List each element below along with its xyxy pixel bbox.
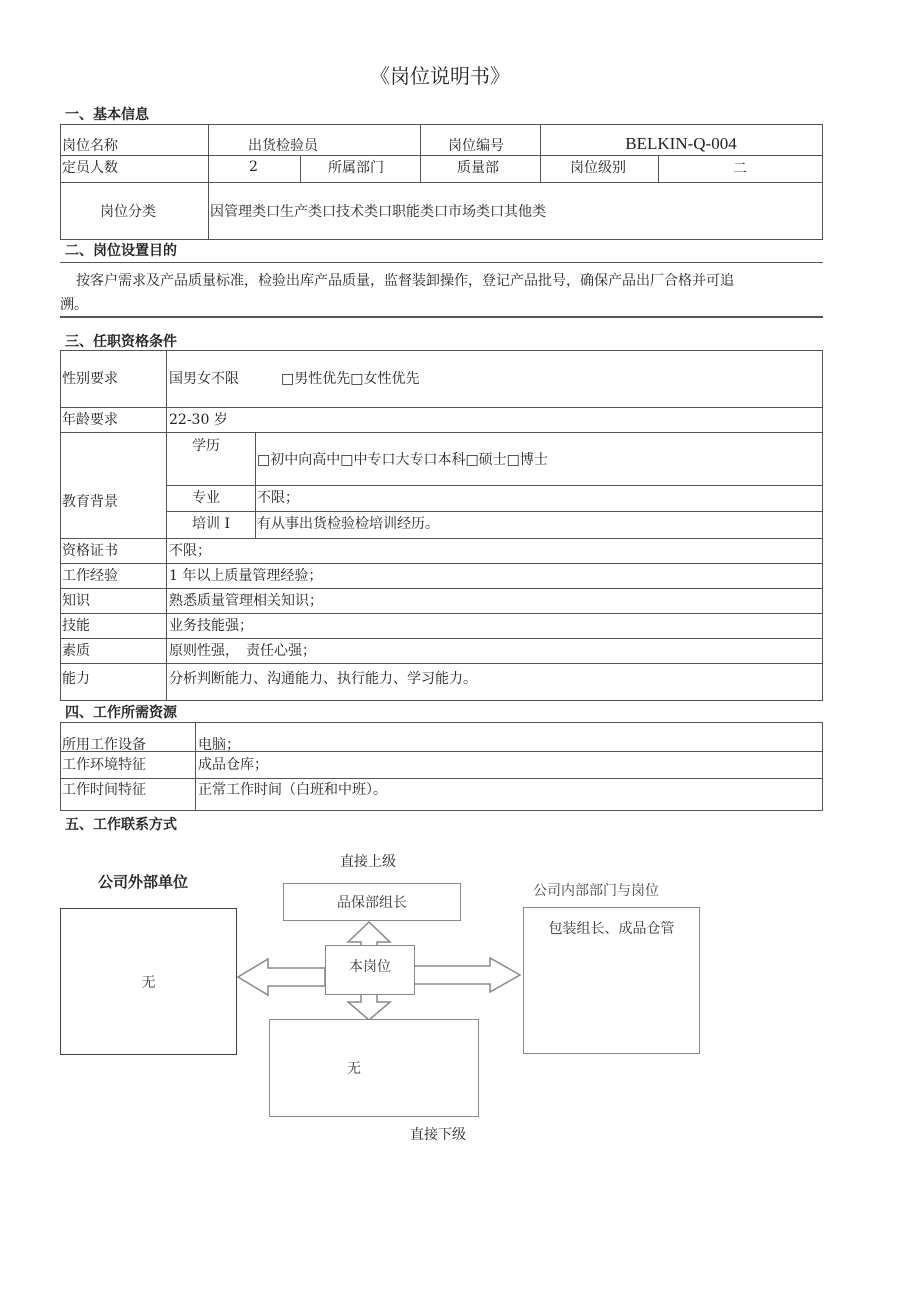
label-level: 岗位级别 (570, 160, 626, 176)
label-major: 专业 (192, 490, 220, 506)
label-position-code: 岗位编号 (448, 138, 504, 154)
superior-label: 直接上级 (340, 854, 396, 870)
superior-box: 品保部组长 (283, 883, 461, 921)
label-quality: 素质 (62, 643, 90, 659)
label-degree: 学历 (192, 438, 220, 454)
value-work-time: 正常工作时间（白班和中班）。 (198, 782, 387, 798)
value-experience: 1 年以上质量管理经验； (169, 568, 323, 584)
label-knowledge: 知识 (62, 593, 90, 609)
section-qualification-heading: 三、任职资格条件 (65, 334, 177, 350)
label-category: 岗位分类 (100, 204, 156, 220)
self-box: 本岗位 (325, 945, 415, 995)
external-box: 无 (60, 908, 237, 1055)
internal-label: 公司内部部门与岗位 (533, 883, 659, 899)
label-headcount: 定员人数 (62, 160, 118, 176)
value-level: 二 (733, 161, 747, 177)
value-certificate: 不限； (169, 543, 211, 559)
value-department: 质量部 (457, 160, 499, 176)
value-age: 22-30 岁 (169, 412, 228, 428)
label-age: 年龄要求 (62, 412, 118, 428)
section-purpose-heading: 二、岗位设置目的 (65, 243, 177, 259)
subordinate-label: 直接下级 (410, 1127, 466, 1143)
label-training: 培训 I (192, 516, 230, 532)
label-department: 所属部门 (328, 160, 384, 176)
doc-title: 《岗位说明书》 (370, 64, 510, 88)
value-knowledge: 熟悉质量管理相关知识； (169, 593, 323, 609)
value-environment: 成品仓库； (198, 757, 268, 773)
value-headcount: 2 (249, 159, 258, 175)
value-skills: 业务技能强； (169, 618, 253, 634)
external-label: 公司外部单位 (98, 873, 189, 891)
value-training: 有从事出货检验检培训经历。 (257, 516, 439, 532)
value-ability: 分析判断能力、沟通能力、执行能力、学习能力。 (169, 671, 477, 687)
label-certificate: 资格证书 (62, 543, 118, 559)
purpose-text-line2: 溯。 (60, 297, 88, 313)
label-ability: 能力 (62, 671, 90, 687)
value-equipment: 电脑； (198, 737, 240, 753)
left-arrow-icon (238, 959, 325, 995)
value-category: 因管理类口生产类口技术类口职能类口市场类口其他类 (210, 204, 546, 220)
value-gender: 国男女不限 □男性优先□女性优先 (169, 371, 420, 387)
value-position-code: BELKIN-Q-004 (625, 134, 737, 153)
value-quality: 原则性强， 责任心强； (169, 643, 316, 659)
label-gender: 性别要求 (62, 371, 118, 387)
subordinate-box: 无 (269, 1019, 479, 1117)
label-work-time: 工作时间特征 (62, 782, 146, 798)
purpose-text-line1: 按客户需求及产品质量标准，检验出库产品质量，监督装卸操作，登记产品批号，确保产品出厂合格并可追 (76, 273, 734, 289)
internal-box: 包装组长、成品仓管 (523, 907, 700, 1054)
value-position-name: 出货检验员 (248, 138, 318, 154)
section-resources-heading: 四、工作所需资源 (65, 705, 177, 721)
label-education: 教育背景 (62, 494, 118, 510)
label-skills: 技能 (62, 618, 90, 634)
label-environment: 工作环境特征 (62, 757, 146, 773)
value-degree: □初中向高中□中专口大专口本科□硕士□博士 (257, 452, 548, 468)
section-basic-info-heading: 一、基本信息 (65, 107, 149, 123)
label-experience: 工作经验 (62, 568, 118, 584)
label-position-name: 岗位名称 (62, 138, 118, 154)
section-contacts-heading: 五、工作联系方式 (65, 817, 177, 833)
value-major: 不限； (257, 490, 299, 506)
label-equipment: 所用工作设备 (62, 737, 146, 753)
right-arrow-icon (414, 958, 520, 992)
